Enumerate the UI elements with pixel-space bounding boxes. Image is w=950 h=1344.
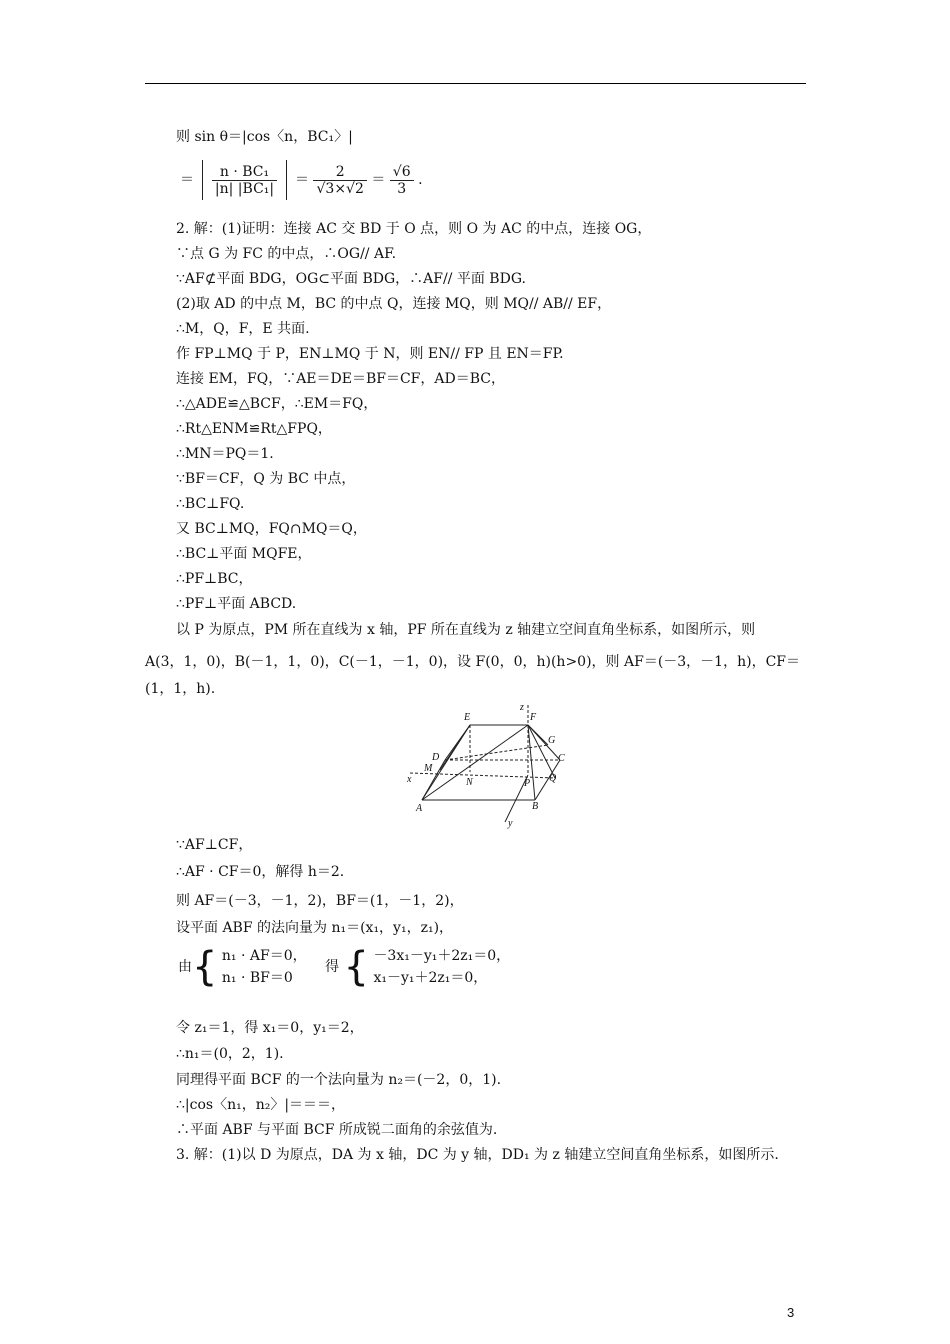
line: ∴Rt△ENM≌Rt△FPQ，: [176, 421, 332, 437]
line: A(3，1，0)，B(－1，1，0)，C(－1，－1，0)，设 F(0，0，h)(h>0)，则 AF＝(－3，－1，h)，CF＝: [145, 654, 800, 670]
line-sin-theta: 则 sin θ＝|cos〈n，BC₁〉|: [176, 129, 353, 145]
line: ∴|cos〈n₁，n₂〉|＝＝＝，: [176, 1097, 346, 1113]
line: ∵AF⊥CF，: [176, 837, 253, 853]
line: ∴BC⊥平面 MQFE，: [176, 546, 312, 562]
label-M: M: [424, 763, 433, 774]
line: 设平面 ABF 的法向量为 n₁＝(x₁，y₁，z₁)，: [176, 920, 454, 936]
label-P: P: [524, 778, 531, 789]
line: ∵BF＝CF，Q 为 BC 中点，: [176, 471, 356, 487]
line-q2-start: 2. 解：(1)证明：连接 AC 交 BD 于 O 点，则 O 为 AC 的中点，连接 OG，: [176, 221, 652, 237]
label-z: z: [520, 702, 524, 713]
line: 连接 EM，FQ，∵AE＝DE＝BF＝CF，AD＝BC，: [176, 371, 505, 387]
header-rule: [145, 83, 806, 84]
line: (2)取 AD 的中点 M，BC 的中点 Q，连接 MQ，则 MQ// AB// EF，: [176, 296, 612, 312]
label-x: x: [407, 774, 412, 785]
line: ∴平面 ABF 与平面 BCF 所成锐二面角的余弦值为.: [176, 1122, 498, 1138]
page-number: 3: [787, 1305, 795, 1320]
line: ∴n₁＝(0，2，1).: [176, 1046, 284, 1062]
equation-system: 由{ n₁ · AF＝0， n₁ · BF＝0 得 { －3x₁－y₁＋2z₁＝0， x₁－y₁＋2z₁＝0，: [178, 944, 511, 990]
line: 又 BC⊥MQ，FQ∩MQ＝Q，: [176, 521, 367, 537]
geometry-figure: [400, 700, 590, 830]
label-y: y: [508, 818, 513, 829]
line: 则 AF＝(－3，－1，2)，BF＝(1，－1，2)，: [176, 893, 464, 909]
line: ∴BC⊥FQ.: [176, 496, 245, 512]
line: ∴AF · CF＝0，解得 h＝2.: [176, 864, 345, 880]
line: ∵AF⊄平面 BDG，OG⊂平面 BDG，∴AF// 平面 BDG.: [176, 271, 526, 287]
line: ∴PF⊥平面 ABCD.: [176, 596, 297, 612]
line: 同理得平面 BCF 的一个法向量为 n₂＝(－2，0，1).: [176, 1072, 502, 1088]
label-Q: Q: [549, 773, 557, 784]
line: 作 FP⊥MQ 于 P，EN⊥MQ 于 N，则 EN// FP 且 EN＝FP.: [176, 346, 564, 362]
line: (1，1，h).: [145, 681, 216, 697]
line: 以 P 为原点，PM 所在直线为 x 轴，PF 所在直线为 z 轴建立空间直角坐标系，如图所示，则: [176, 622, 756, 638]
line: ∴△ADE≌△BCF，∴EM＝FQ，: [176, 396, 378, 412]
line: 令 z₁＝1，得 x₁＝0，y₁＝2，: [176, 1020, 364, 1036]
line: ∴M，Q，F，E 共面.: [176, 321, 310, 337]
label-A: A: [416, 803, 423, 814]
label-G: G: [548, 735, 556, 746]
label-C: C: [558, 753, 565, 764]
label-B: B: [532, 801, 539, 812]
label-D: D: [432, 752, 440, 763]
line: ∴MN＝PQ＝1.: [176, 446, 274, 462]
line-q3-start: 3. 解：(1)以 D 为原点，DA 为 x 轴，DC 为 y 轴，DD₁ 为 z 轴建立空间直角坐标系，如图所示.: [176, 1147, 779, 1163]
line: ∵点 G 为 FC 的中点，∴OG// AF.: [176, 246, 397, 262]
line: ∴PF⊥BC，: [176, 571, 253, 587]
label-E: E: [464, 712, 471, 723]
label-F: F: [530, 712, 537, 723]
formula-cosine: ＝ $\frac{\text{n · BC₁}}{\text{|n| |BC₁|}}$ ＝ $\frac{2}{√3\times√2}$ ＝ $\frac{√6}{3}$ .: [180, 160, 423, 200]
label-N: N: [466, 777, 473, 788]
